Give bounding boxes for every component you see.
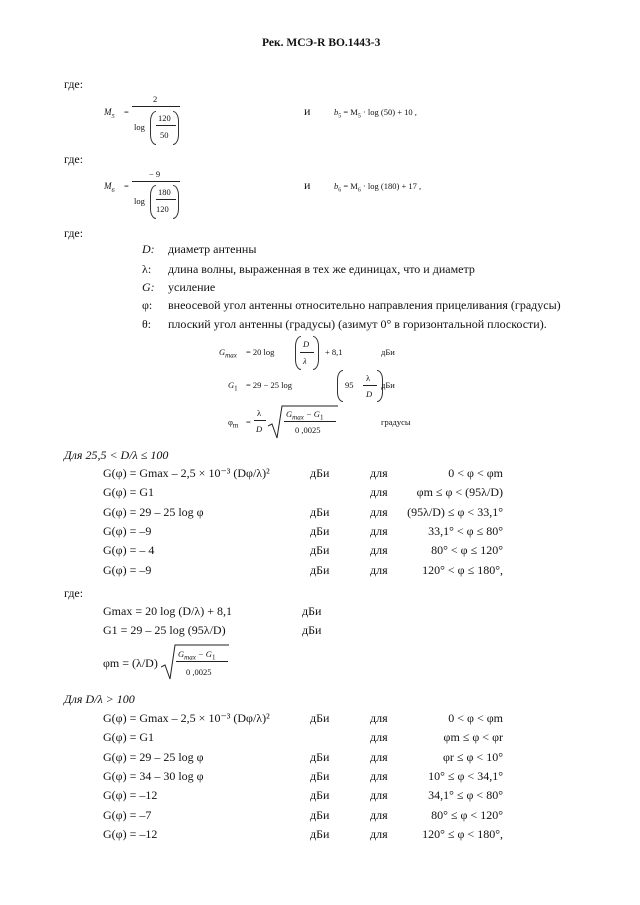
row-for: для: [370, 730, 388, 745]
g1-lhs: G: [228, 380, 235, 390]
g1-pre: 95: [345, 380, 354, 390]
wb-rad-den: 0 ,0025: [186, 667, 212, 677]
row-range: 120° < φ ≤ 180°,: [422, 562, 503, 577]
row-for: для: [370, 807, 388, 822]
row-unit: дБи: [310, 562, 330, 577]
wb-rad-num-sub: max: [184, 653, 196, 662]
wb-rad-minus: − G: [197, 649, 212, 659]
row-formula: G(φ) = 29 – 25 log φ: [103, 749, 204, 764]
wb-gmax-unit: дБи: [302, 604, 322, 618]
g1-rhs1: = 29 − 25 log: [246, 380, 292, 390]
m6-log: log: [134, 196, 145, 206]
m6-sub: 6: [111, 186, 115, 194]
where-label: где:: [64, 226, 84, 240]
m6-inner-den: 120: [156, 204, 169, 214]
row-unit: дБи: [310, 711, 330, 725]
gmax-rhs1: = 20 log: [246, 347, 275, 357]
row-range: φm ≤ φ < (95λ/D): [416, 485, 503, 500]
g1-num: λ: [366, 373, 371, 383]
def-symbol: φ:: [142, 298, 153, 312]
row-unit: дБи: [310, 826, 330, 841]
wb-rad-sub2: 1: [211, 653, 216, 662]
and-label: и: [304, 178, 311, 192]
row-range: 80° < φ ≤ 120°: [431, 543, 503, 558]
m5-sub: 5: [111, 112, 115, 120]
row-formula: G(φ) = – 4: [103, 543, 155, 558]
b6-arg: 180: [383, 181, 397, 191]
m5-lhs: M: [104, 107, 112, 117]
gmax-num: D: [303, 339, 310, 349]
m6-num: − 9: [149, 169, 161, 179]
b6-rhs2: · log: [362, 181, 379, 191]
row-for: для: [370, 711, 388, 725]
wb-g1: G1 = 29 – 25 log (95λ/D): [103, 623, 226, 637]
section2-title: Для D/λ > 100: [64, 692, 135, 706]
row-unit: дБи: [310, 749, 330, 764]
phim-rad-num-sub: max: [292, 413, 304, 422]
phim-rad-den: 0 ,0025: [295, 425, 321, 435]
b6-rhs3: + 17 ,: [401, 181, 422, 191]
row-for: для: [370, 504, 388, 519]
def-text: плоский угол антенны (градусы) (азимут 0° в горизонтальной плоскости).: [168, 317, 547, 331]
row-range: φr ≤ φ < 10°: [443, 749, 503, 764]
row-formula: G(φ) = –12: [103, 788, 158, 803]
phim-rad-sub2: 1: [319, 413, 324, 422]
wb-g1-unit: дБи: [302, 623, 322, 637]
page-header: Рек. МСЭ-R BO.1443-3: [262, 37, 381, 49]
row-range: 10° ≤ φ < 34,1°: [428, 768, 503, 783]
b6-lhs: b: [334, 181, 339, 191]
def-symbol: G:: [142, 280, 155, 294]
wb-phim: φm = (λ/D): [103, 656, 158, 670]
row-range: 0 < φ < φm: [448, 711, 503, 725]
def-text: внеосевой угол антенны относительно направления прицеливания (градусы): [168, 298, 561, 312]
where-label: где:: [64, 152, 84, 166]
g1-den: D: [366, 389, 373, 399]
b5-rhs3: + 10 ,: [397, 107, 417, 117]
section1-title: Для 25,5 < D/λ ≤ 100: [64, 448, 169, 462]
row-unit: дБи: [310, 788, 330, 803]
m6-lhs: M: [104, 181, 112, 191]
phim-den: D: [256, 424, 263, 434]
row-formula: G(φ) = Gmax – 2,5 × 10⁻³ (Dφ/λ)²: [103, 711, 270, 725]
row-formula: G(φ) = 29 – 25 log φ: [103, 504, 204, 519]
row-unit: дБи: [310, 768, 330, 783]
row-range: (95λ/D) ≤ φ < 33,1°: [407, 504, 503, 519]
row-range: φm ≤ φ < φr: [443, 730, 503, 745]
row-range: 80° ≤ φ < 120°: [431, 807, 503, 822]
row-unit: дБи: [310, 807, 330, 822]
m5-eq: =: [124, 107, 129, 117]
def-symbol: θ:: [142, 317, 152, 331]
b5-arg: 50: [383, 107, 393, 117]
row-range: 34,1° ≤ φ < 80°: [428, 788, 503, 803]
row-unit: дБи: [310, 523, 330, 538]
row-for: для: [370, 485, 388, 500]
row-formula: G(φ) = G1: [103, 485, 155, 500]
row-formula: G(φ) = 34 – 30 log φ: [103, 768, 204, 783]
row-range: 0 < φ < φm: [448, 466, 503, 480]
gmax-unit: дБи: [381, 347, 395, 357]
b5-rhs-sub: 5: [357, 113, 361, 120]
def-symbol: λ:: [142, 262, 152, 276]
phim-lhs-sub: m: [232, 421, 239, 430]
row-for: для: [370, 749, 388, 764]
phim-rad-minus: − G: [305, 409, 320, 419]
def-text: длина волны, выраженная в тех же единицах, что и диаметр: [168, 262, 475, 276]
row-formula: G(φ) = Gmax – 2,5 × 10⁻³ (Dφ/λ)²: [103, 466, 270, 480]
phim-lhs: φ: [228, 417, 233, 427]
gmax-lhs: G: [219, 347, 226, 357]
m6-inner-num: 180: [158, 187, 171, 197]
where-label: где:: [64, 77, 84, 91]
gmax-rhs2: + 8,1: [325, 347, 343, 357]
row-for: для: [370, 562, 388, 577]
b5-lhs: b: [334, 107, 339, 117]
row-formula: G(φ) = G1: [103, 730, 155, 745]
m5-num: 2: [153, 94, 158, 104]
row-formula: G(φ) = –9: [103, 523, 152, 538]
m5-inner-num: 120: [158, 113, 171, 123]
row-unit: дБи: [310, 466, 330, 480]
and-label: и: [304, 104, 311, 118]
b6-rhs1: = M: [343, 181, 358, 191]
g1-unit: дБи: [381, 380, 395, 390]
row-for: для: [370, 788, 388, 803]
row-formula: G(φ) = –9: [103, 562, 152, 577]
row-for: для: [370, 523, 388, 538]
phim-rad-num: G: [286, 409, 293, 419]
phim-unit: градусы: [381, 417, 411, 427]
b5-sub: 5: [338, 113, 342, 120]
b5-rhs2: · log: [362, 107, 379, 117]
phim-num: λ: [257, 408, 262, 418]
g1-lhs-sub: 1: [234, 384, 238, 393]
b5-rhs1: = M: [343, 107, 358, 117]
def-symbol: D:: [142, 242, 155, 256]
wb-gmax: Gmax = 20 log (D/λ) + 8,1: [103, 604, 233, 618]
m5-log: log: [134, 122, 145, 132]
row-for: для: [370, 466, 388, 480]
row-range: 33,1° < φ ≤ 80°: [428, 523, 503, 538]
row-unit: дБи: [310, 504, 330, 519]
m6-eq: =: [124, 181, 129, 191]
row-range: 120° ≤ φ < 180°,: [422, 826, 503, 841]
def-text: усиление: [168, 280, 216, 294]
row-formula: G(φ) = –12: [103, 826, 158, 841]
gmax-lhs-sub: max: [225, 351, 237, 360]
wb-rad-num: G: [178, 649, 185, 659]
row-for: для: [370, 768, 388, 783]
row-for: для: [370, 826, 388, 841]
row-formula: G(φ) = –7: [103, 807, 152, 822]
where-label: где:: [64, 586, 84, 600]
row-for: для: [370, 543, 388, 558]
def-text: диаметр антенны: [168, 242, 257, 256]
phim-eq: =: [246, 417, 251, 427]
b6-rhs-sub: 6: [357, 187, 361, 194]
b6-sub: 6: [338, 187, 342, 194]
gmax-den: λ: [303, 356, 307, 366]
m5-inner-den: 50: [160, 130, 169, 140]
row-unit: дБи: [310, 543, 330, 558]
